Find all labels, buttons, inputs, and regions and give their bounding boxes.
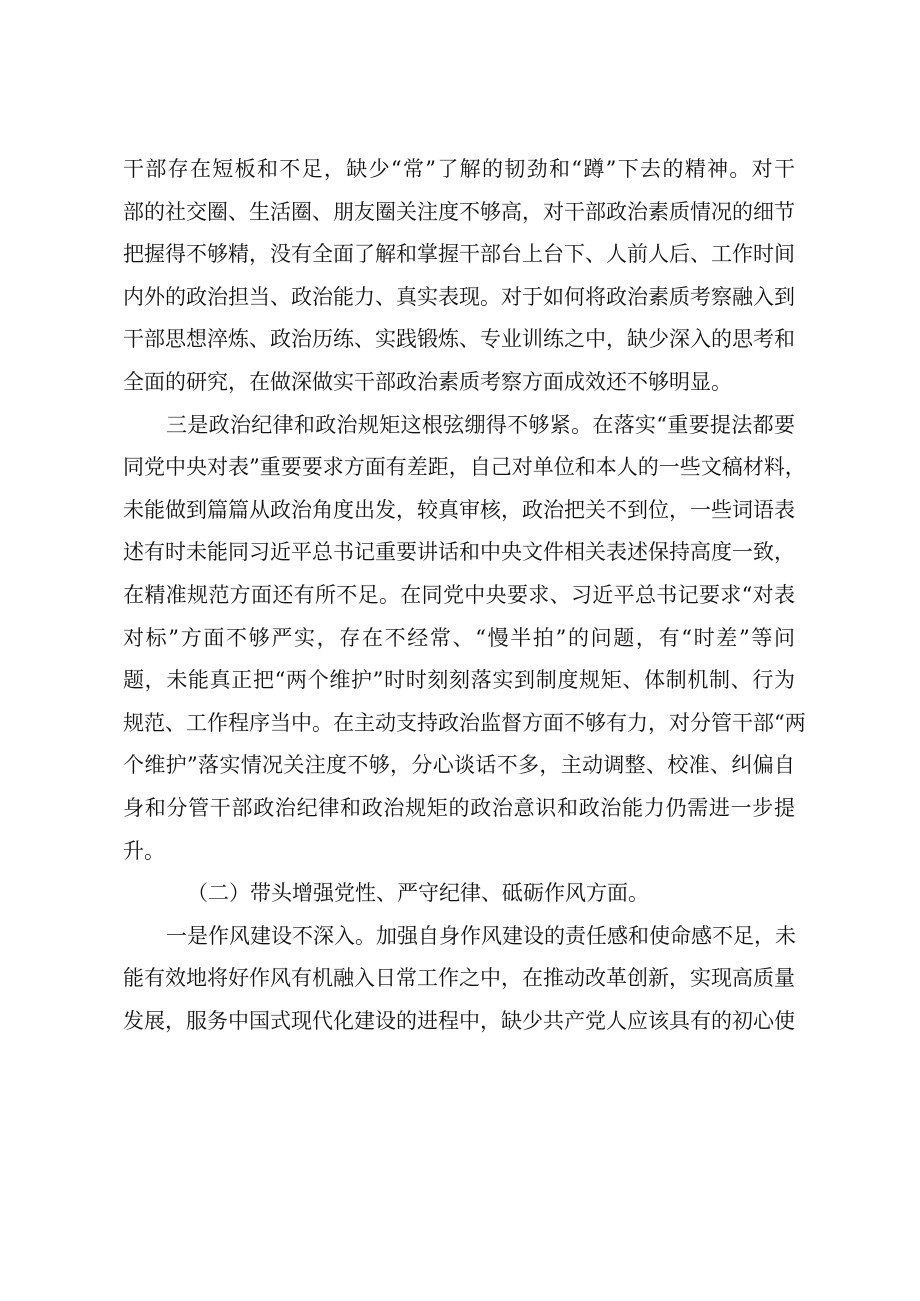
paragraph-line: 规范、工作程序当中。在主动支持政治监督方面不够有力，对分管干部“两 xyxy=(123,710,806,735)
paragraph-line: 内外的政治担当、政治能力、真实表现。对于如何将政治素质考察融入到 xyxy=(123,284,795,309)
paragraph-line: 个维护”落实情况关注度不够，分心谈话不多，主动调整、校准、纠偏自 xyxy=(123,753,795,778)
paragraph-line: 题，未能真正把“两个维护”时时刻刻落实到制度规矩、体制机制、行为 xyxy=(123,668,795,693)
paragraph-line: 身和分管干部政治纪律和政治规矩的政治意识和政治能力仍需进一步提 xyxy=(123,795,795,820)
paragraph-line: 全面的研究，在做深做实干部政治素质考察方面成效还不够明显。 xyxy=(123,369,732,394)
paragraph-line: 把握得不够精，没有全面了解和掌握干部台上台下、人前人后、工作时间 xyxy=(123,242,795,267)
paragraph-line: 一是作风建设不深入。加强自身作风建设的责任感和使命感不足，未 xyxy=(166,923,796,948)
paragraph-line: 三是政治纪律和政治规矩这根弦绷得不够紧。在落实“重要提法都要 xyxy=(166,412,795,437)
paragraph-line: 部的社交圈、生活圈、朋友圈关注度不够高，对干部政治素质情况的细节 xyxy=(123,199,795,224)
paragraph-line: 干部思想淬炼、政治历练、实践锻炼、专业训练之中，缺少深入的思考和 xyxy=(123,327,795,352)
body-text xyxy=(123,148,806,1042)
paragraph-line: 干部存在短板和不足，缺少“常”了解的韧劲和“蹲”下去的精神。对干 xyxy=(123,157,795,181)
paragraph-line: 未能做到篇篇从政治角度出发，较真审核，政治把关不到位，一些词语表 xyxy=(123,497,795,522)
paragraph-line: 能有效地将好作风有机融入日常工作之中，在推动改革创新，实现高质量 xyxy=(123,966,795,991)
section-heading: （二）带头增强党性、严守纪律、砥砺作风方面。 xyxy=(187,881,649,906)
paragraph-line: 在精准规范方面还有所不足。在同党中央要求、习近平总书记要求“对表 xyxy=(123,582,795,607)
paragraph-line: 同党中央对表”重要要求方面有差距，自己对单位和本人的一些文稿材料， xyxy=(123,455,806,480)
paragraph-line: 述有时未能同习近平总书记重要讲话和中央文件相关表述保持高度一致， xyxy=(123,540,795,565)
paragraph-line: 升。 xyxy=(123,838,165,863)
paragraph-line: 发展，服务中国式现代化建设的进程中，缺少共产党人应该具有的初心使 xyxy=(123,1008,795,1033)
paragraph-line: 对标”方面不够严实，存在不经常、“慢半拍”的问题，有“时差”等问 xyxy=(123,625,795,650)
